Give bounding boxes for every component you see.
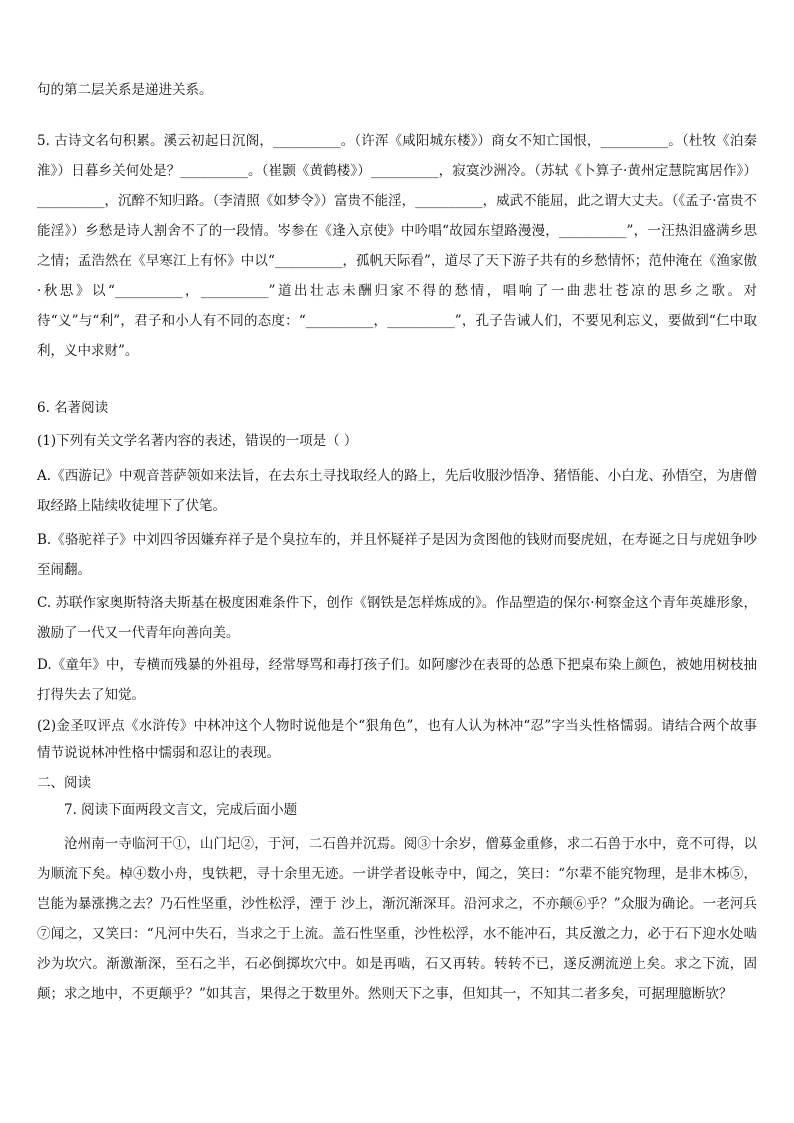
q6-option-a: A.《西游记》中观音菩萨领如来法旨，在去东土寻找取经人的路上，先后收服沙悟净、猪悟能、小白龙、孙悟空，为唐僧取经路上陆续收徒埋下了伏笔。 (37, 468, 757, 514)
section-reading-title: 二、阅读 (37, 775, 91, 791)
q6-option-c: C. 苏联作家奥斯特洛夫斯基在极度困难条件下，创作《钢铁是怎样炼成的》。作品塑造的保尔·柯察金这个青年英雄形象，激励了一代又一代青年向善向美。 (37, 595, 757, 641)
q4-tail-text: 句的第二层关系是递进关系。 (37, 82, 213, 98)
q7-title: 7. 阅读下面两段文言文，完成后面小题 (64, 802, 298, 818)
q6-option-d: D.《童年》中，专横而残暴的外祖母，经常辱骂和毒打孩子们。如阿廖沙在表哥的怂恿下把桌布染上颜色，被她用树枝抽打得失去了知觉。 (37, 657, 757, 703)
q6-title: 6. 名著阅读 (37, 400, 109, 416)
classical-passage: 沧州南一寺临河干①，山门圮②，于河，二石兽并沉焉。阅③十余岁，僧募金重修，求二石兽于水中，竟不可得，以为顺流下矣。棹④数小舟，曳铁耙，寻十余里无迹。一讲学者设帐寺中，闻之，笑曰：“尔辈不能究物理，是非木柹⑤，岂能为暴涨携之去？乃石性坚重，沙性松浮，湮于 沙上，渐沉渐深耳。沿河求之，不亦颠⑥乎？”众服为确论。一老河兵⑦闻之，又笑曰：“凡河中失石，当求之于上流。盖石性坚重，沙性松浮，水不能冲石，其反激之力，必于石下迎水处啮沙为坎穴。渐激渐深，至石之半，石必倒掷坎穴中。如是再啮，石又再转。转转不已，遂反溯流逆上矣。求之下流，固颠；求之地中，不更颠乎？”如其言，果得之于数里外。然则天下之事，但知其一，不知其二者多矣，可据理臆断欤？ (37, 836, 757, 1002)
q5-paragraph: 5. 古诗文名句积累。溪云初起日沉阁，__________。（许浑《咸阳城东楼》）商女不知亡国恨，__________。（杜牧《泊秦淮》）日暮乡关何处是？__________。（崔颢《黄鹤楼》）__________，寂寞沙洲冷。（苏轼《卜算子·黄州定慧院寓居作》）__________，沉醉不知归路。（李清照《如梦令》）富贵不能淫，__________，威武不能屈，此之谓大丈夫。（《孟子·富贵不能淫》）乡愁是诗人割舍不了的一段情。岑参在《逢入京使》中吟唱“故园东望路漫漫，__________”，一汪热泪盛满乡思之情；孟浩然在《早寒江上有怀》中以“__________，孤帆天际看”，道尽了天下游子共有的乡愁情怀；范仲淹在《渔家傲·秋思》以“__________，__________”道出壮志未酬归家不得的愁情，唱响了一曲悲壮苍凉的思乡之歌。对待“义”与“利”，君子和小人有不同的态度：“__________，__________”，孔子告诫人们，不要见利忘义，要做到“仁中取利，义中求财”。 (37, 133, 757, 359)
q6-option-b: B.《骆驼祥子》中刘四爷因嫌弃祥子是个臭拉车的，并且怀疑祥子是因为贪图他的钱财而娶虎妞，在寿诞之日与虎妞争吵至闹翻。 (37, 532, 757, 578)
q6-sub1-prompt: (1)下列有关文学名著内容的表述，错误的一项是（ ） (37, 433, 358, 449)
q6-sub2-prompt: (2)金圣叹评点《水浒传》中林冲这个人物时说他是个“狠角色”，也有人认为林冲“忍”字当头性格懦弱。请结合两个故事情节说说林冲性格中懦弱和忍让的表现。 (37, 718, 757, 761)
